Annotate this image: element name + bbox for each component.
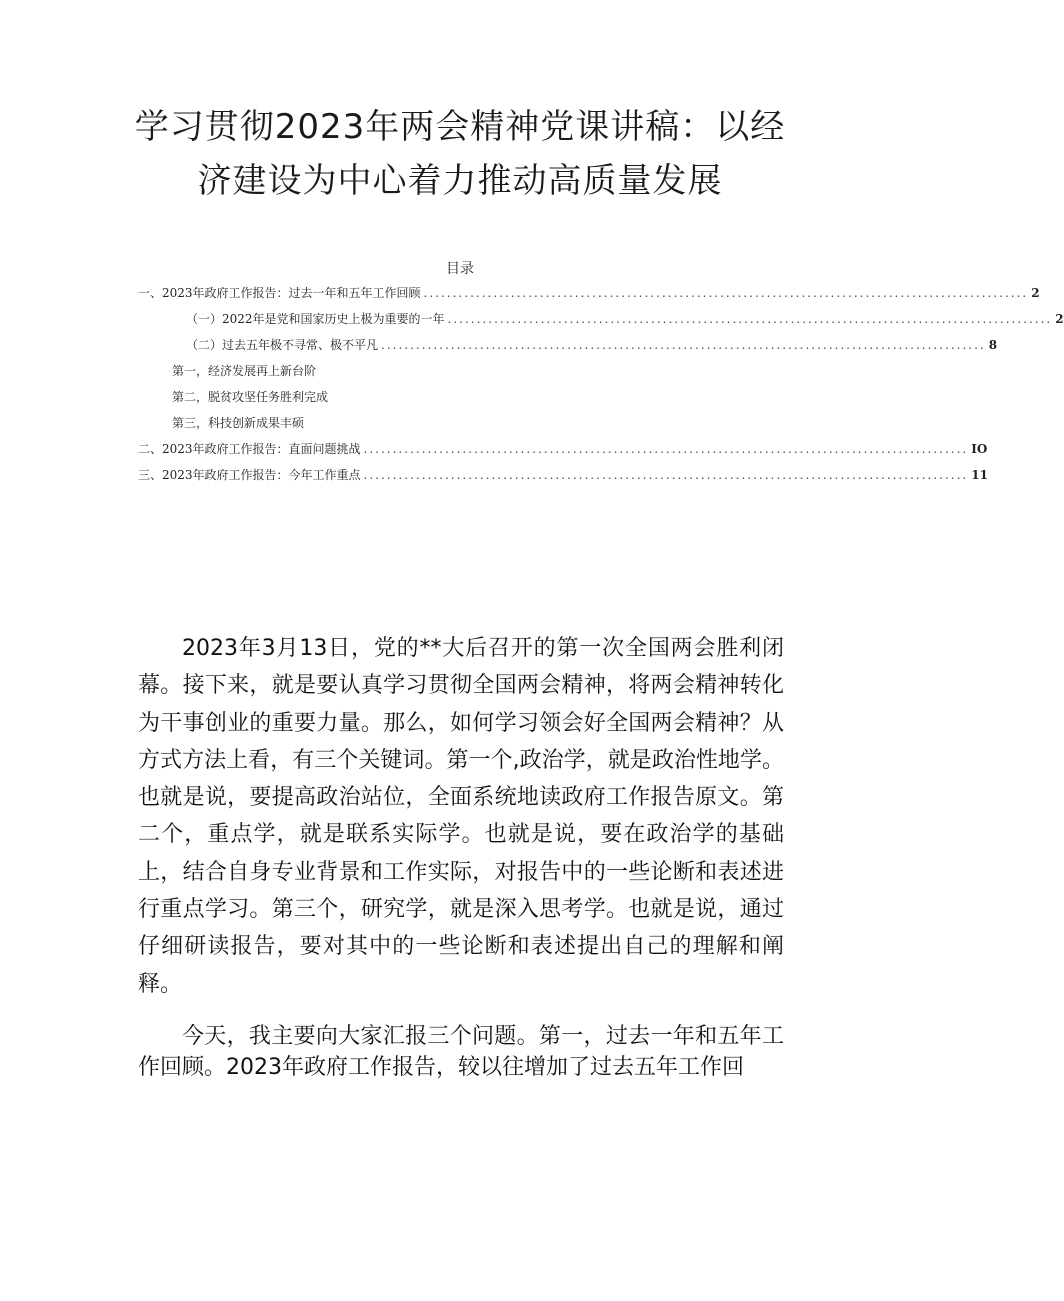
toc-entry-label: 第一，经济发展再上新台阶 xyxy=(172,364,317,378)
document-body xyxy=(138,630,784,1083)
toc-entry[interactable] xyxy=(138,336,998,362)
toc-entry[interactable] xyxy=(138,284,1040,310)
toc-entry xyxy=(138,362,778,388)
toc-entry-label: 三、2023年政府工作报告：今年工作重点 xyxy=(138,468,361,482)
document-title xyxy=(60,100,860,208)
toc-heading: 目录 xyxy=(446,261,474,277)
title-line-2: 济建设为中心着力推动高质量发展 xyxy=(197,161,723,201)
toc-entry xyxy=(138,388,778,414)
body-paragraph: 今天，我主要向大家汇报三个问题。第一，过去一年和五年工作回顾。2023年政府工作报告，较以往增加了过去五年工作回 xyxy=(138,1023,784,1080)
toc-entry-page: IO xyxy=(971,442,988,456)
toc-entry-page: 11 xyxy=(971,468,988,482)
body-paragraph: 2023年3月13日，党的**大后召开的第一次全国两会胜利闭幕。接下来，就是要认真学习贯彻全国两会精神，将两会精神转化为干事创业的重要力量。那么，如何学习领会好全国两会精神？从方式方法上看，有三个关键词。第一个,政治学，就是政治性地学。也就是说，要提高政治站位，全面系统地读政府工作报告原文。第二个，重点学，就是联系实际学。也就是说，要在政治学的基础上，结合自身专业背景和工作实际，对报告中的一些论断和表述进行重点学习。第三个，研究学，就是深入思考学。也就是说，通过仔细研读报告，要对其中的一些论断和表述提出自己的理解和阐释。 xyxy=(138,636,784,997)
toc-leader-dots: ........................................................................................................ xyxy=(447,312,1053,326)
toc-entry-label: （二）过去五年极不寻常、极不平凡 xyxy=(186,338,379,352)
toc-entry-label: （一）2022年是党和国家历史上极为重要的一年 xyxy=(186,312,445,326)
table-of-contents xyxy=(138,284,1064,492)
title-line-1: 学习贯彻2023年两会精神党课讲稿：以经 xyxy=(134,107,786,147)
toc-entry-page: 8 xyxy=(988,338,998,352)
toc-entry[interactable] xyxy=(138,466,988,492)
toc-entry-page: 2 xyxy=(1031,286,1040,300)
toc-entry-label: 二、2023年政府工作报告：直面问题挑战 xyxy=(138,442,361,456)
toc-entry[interactable] xyxy=(138,310,1064,336)
toc-entry-label: 一、2023年政府工作报告：过去一年和五年工作回顾 xyxy=(138,286,421,300)
toc-leader-dots: ........................................................................................................ xyxy=(363,468,969,482)
toc-leader-dots: ........................................................................................................ xyxy=(423,286,1029,300)
toc-entry-label: 第二，脱贫攻坚任务胜利完成 xyxy=(172,390,329,404)
toc-leader-dots: ........................................................................................................ xyxy=(363,442,969,456)
toc-leader-dots: ........................................................................................................ xyxy=(381,338,986,352)
toc-entry[interactable] xyxy=(138,440,988,466)
toc-entry-page: 2 xyxy=(1055,312,1064,326)
toc-entry-label: 第三，科技创新成果丰硕 xyxy=(172,416,305,430)
toc-entry xyxy=(138,414,778,440)
